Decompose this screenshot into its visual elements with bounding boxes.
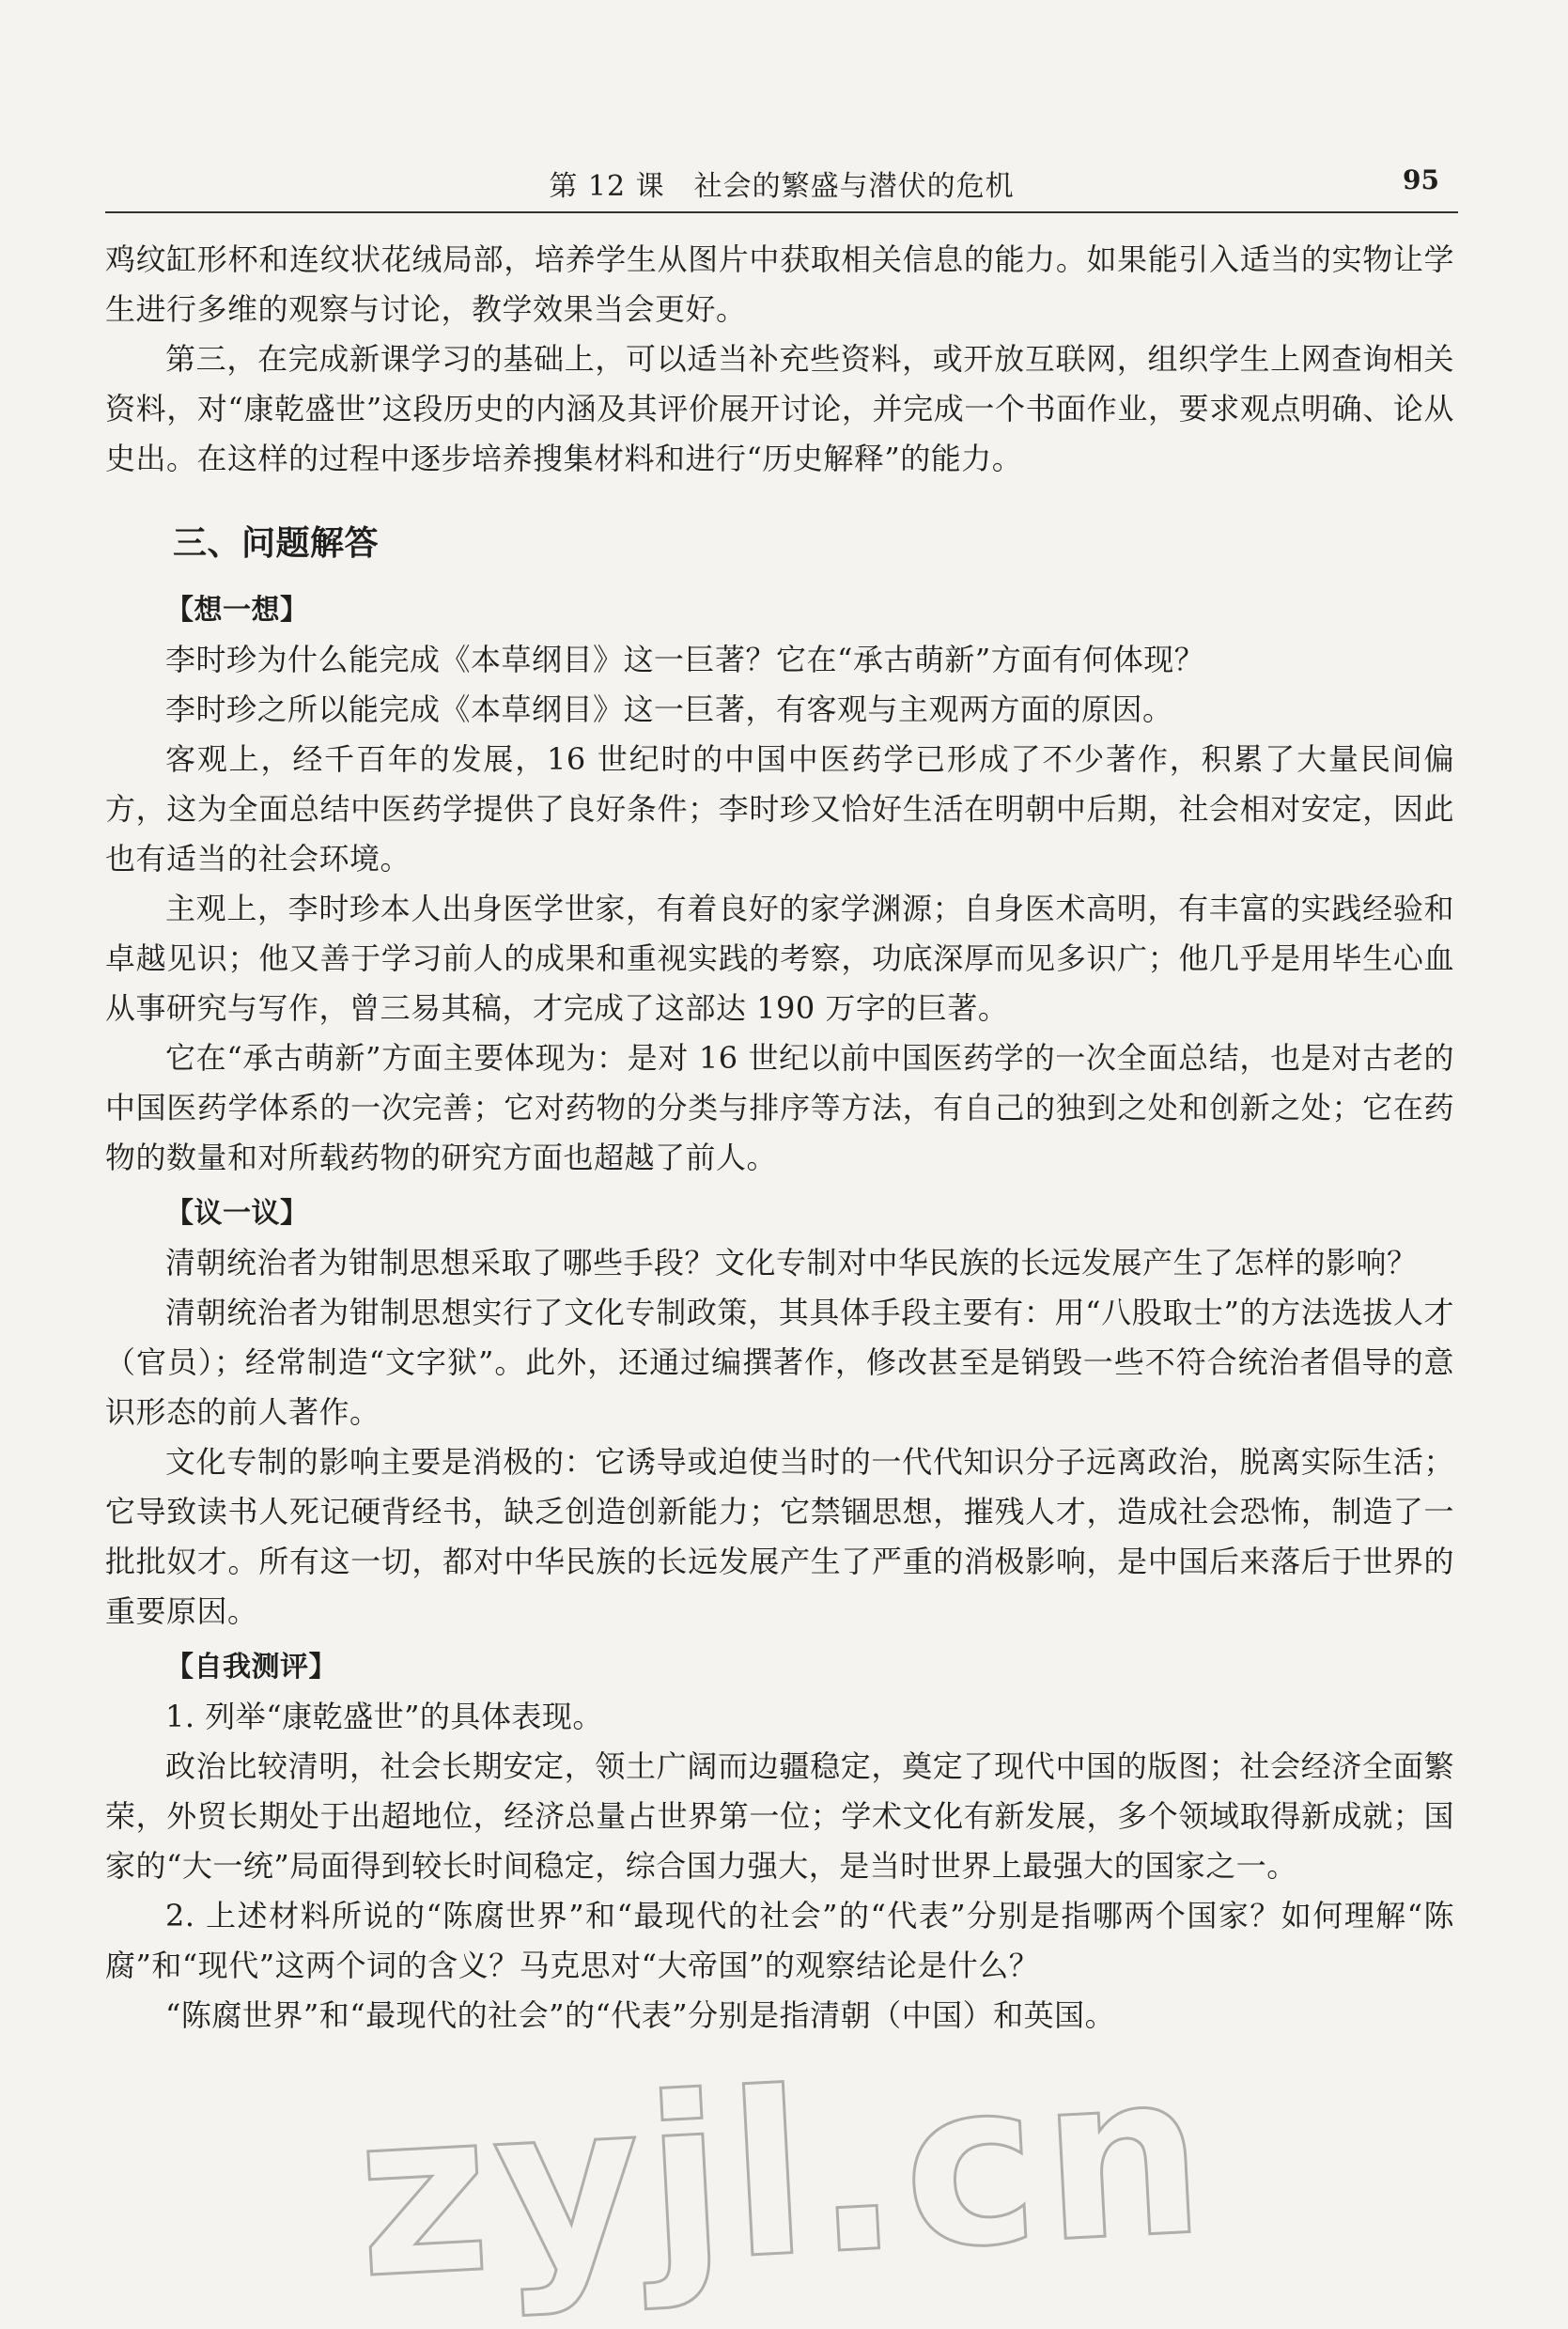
discuss-answer-2: 文化专制的影响主要是消极的：它诱导或迫使当时的一代代知识分子远离政治，脱离实际生活；它导致读书人死记硬背经书，缺乏创造创新能力；它禁锢思想，摧残人才，造成社会恐怖，制造了一批批奴才。所有这一切，都对中华民族的长远发展产生了严重的消极影响，是中国后来落后于世界的重要原因。 — [105, 1444, 1454, 1629]
page-body — [105, 235, 1454, 2041]
page-number: 95 — [1403, 164, 1439, 195]
think-answer-3: 主观上，李时珍本人出身医学世家，有着良好的家学渊源；自身医术高明，有丰富的实践经验和卓越见识；他又善于学习前人的成果和重视实践的考察，功底深厚而见多识广；他几乎是用毕生心血从事研究与写作，曾三易其稿，才完成了这部达 190 万字的巨著。 — [105, 891, 1454, 1026]
selftest-answer-2: “陈腐世界”和“最现代的社会”的“代表”分别是指清朝（中国）和英国。 — [165, 1997, 1116, 2033]
think-answer-2: 客观上，经千百年的发展，16 世纪时的中国中医药学已形成了不少著作，积累了大量民间偏方，这为全面总结中医药学提供了良好条件；李时珍又恰好生活在明朝中后期，社会相对安定，因此也有适当的社会环境。 — [105, 741, 1454, 877]
think-question: 李时珍为什么能完成《本草纲目》这一巨著？它在“承古萌新”方面有何体现？ — [165, 642, 1205, 677]
intro-paragraph-1: 鸡纹缸形杯和连纹状花绒局部，培养学生从图片中获取相关信息的能力。如果能引入适当的实物让学生进行多维的观察与讨论，教学效果当会更好。 — [105, 241, 1454, 327]
selftest-heading: 【自我测评】 — [165, 1651, 337, 1684]
selftest-question-2: 2. 上述材料所说的“陈腐世界”和“最现代的社会”的“代表”分别是指哪两个国家？如何理解“陈腐”和“现代”这两个词的含义？马克思对“大帝国”的观察结论是什么？ — [105, 1898, 1454, 1983]
watermark: zyjl.cn — [350, 2021, 1216, 2329]
think-answer-1: 李时珍之所以能完成《本草纲目》这一巨著，有客观与主观两方面的原因。 — [165, 691, 1173, 727]
discuss-heading: 【议一议】 — [165, 1197, 309, 1230]
selftest-question-1: 1. 列举“康乾盛世”的具体表现。 — [165, 1699, 603, 1734]
discuss-question: 清朝统治者为钳制思想采取了哪些手段？文化专制对中华民族的长远发展产生了怎样的影响？ — [165, 1245, 1418, 1281]
section-title: 三、问题解答 — [173, 524, 380, 563]
discuss-answer-1: 清朝统治者为钳制思想实行了文化专制政策，其具体手段主要有：用“八股取士”的方法选拔人才（官员）；经常制造“文字狱”。此外，还通过编撰著作，修改甚至是销毁一些不符合统治者倡导的意识形态的前人著作。 — [105, 1295, 1454, 1430]
think-heading: 【想一想】 — [165, 594, 309, 627]
think-answer-4: 它在“承古萌新”方面主要体现为：是对 16 世纪以前中国医药学的一次全面总结，也是对古老的中国医药学体系的一次完善；它对药物的分类与排序等方法，有自己的独到之处和创新之处；它在药物的数量和对所载药物的研究方面也超越了前人。 — [105, 1040, 1454, 1175]
intro-paragraph-2: 第三，在完成新课学习的基础上，可以适当补充些资料，或开放互联网，组织学生上网查询相关资料，对“康乾盛世”这段历史的内涵及其评价展开讨论，并完成一个书面作业，要求观点明确、论从史出。在这样的过程中逐步培养搜集材料和进行“历史解释”的能力。 — [105, 341, 1454, 476]
chapter-title: 第 12 课 社会的繁盛与潜伏的危机 — [549, 170, 1015, 203]
selftest-answer-1: 政治比较清明，社会长期安定，领土广阔而边疆稳定，奠定了现代中国的版图；社会经济全面繁荣，外贸长期处于出超地位，经济总量占世界第一位；学术文化有新发展，多个领域取得新成就；国家的“大一统”局面得到较长时间稳定，综合国力强大，是当时世界上最强大的国家之一。 — [105, 1748, 1454, 1884]
page-header — [105, 155, 1458, 213]
